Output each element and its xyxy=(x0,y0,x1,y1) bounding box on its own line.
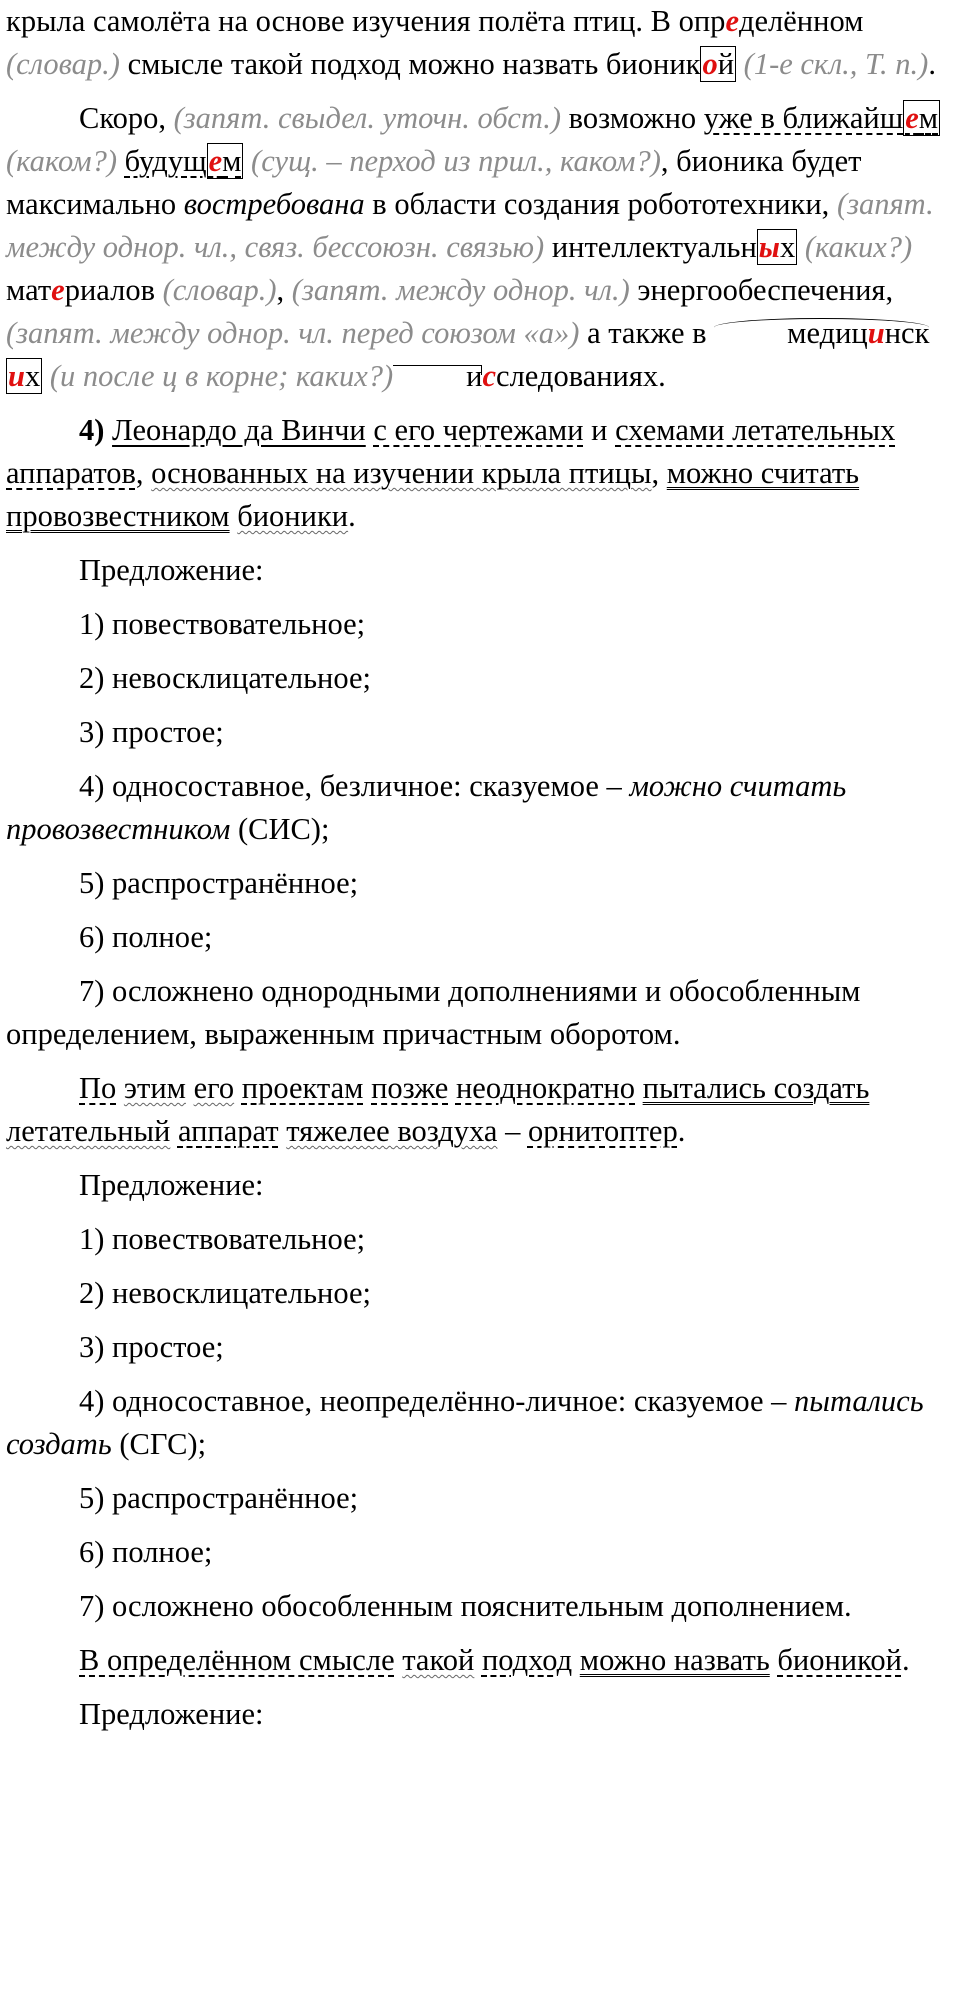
attribute: его xyxy=(193,1071,235,1105)
text: возможно xyxy=(561,101,704,135)
text: . xyxy=(348,499,356,533)
grammar-note: (сущ. – перход из прил., каком?) xyxy=(243,144,661,178)
ending-box xyxy=(903,100,940,136)
adverbial: позже xyxy=(371,1071,449,1105)
grammar-note: (и после ц в корне; каких?) xyxy=(42,359,394,393)
text: Скоро, xyxy=(79,101,174,135)
italic-predicate: можно считать провозвестником xyxy=(6,769,847,846)
ending-box xyxy=(6,358,42,394)
analysis-heading: Предложение: xyxy=(79,1697,264,1731)
grammar-note: (запят. между однор. чл. перед союзом «а») xyxy=(6,316,580,350)
attribute: такой xyxy=(402,1643,475,1677)
predicate: можно считать провозвестником xyxy=(6,456,860,533)
spelling-mark: е xyxy=(208,144,223,178)
analysis-item xyxy=(0,1380,960,1466)
grammar-note: (запят. между однор. чл.) xyxy=(291,273,630,307)
sentence-bionics-approach xyxy=(0,1639,960,1682)
object: аппарат xyxy=(177,1114,279,1148)
text: и xyxy=(591,413,608,447)
text: й xyxy=(717,47,735,81)
paragraph-bionics-future xyxy=(0,97,960,398)
prefix-mark: и xyxy=(393,355,482,398)
grammar-note: (словар.) xyxy=(6,47,120,81)
text: 4) односоставное, безличное: сказуемое – xyxy=(79,769,630,803)
grammar-note: (словар.) xyxy=(162,273,277,307)
spelling-mark: и xyxy=(867,316,885,350)
ending-box xyxy=(700,46,736,82)
paragraph-intro xyxy=(0,0,960,86)
spelling-mark: и xyxy=(8,359,25,393)
text: следованиях. xyxy=(496,359,666,393)
spelling-mark: о xyxy=(702,47,718,81)
adverbial: неоднократно xyxy=(455,1071,636,1105)
attribute: бионики xyxy=(237,499,349,533)
italic-word: востребована xyxy=(183,187,365,221)
text: (СИС); xyxy=(230,812,330,846)
subject: Леонардо да Винчи xyxy=(112,413,366,447)
section-number: 4) xyxy=(79,413,105,447)
analysis-item: 3) простое; xyxy=(79,1330,224,1364)
adverbial: По xyxy=(79,1071,117,1105)
object: подход xyxy=(481,1643,573,1677)
ending-box xyxy=(757,229,797,265)
spelling-mark: е xyxy=(51,273,65,307)
text: интеллектуальн xyxy=(544,230,757,264)
text: крыла самолёта на основе изучения полёта птиц. В опр xyxy=(6,4,726,38)
attribute: летательный xyxy=(6,1114,171,1148)
text: 4) односоставное, неопределённо-личное: сказуемое – xyxy=(79,1384,795,1418)
text: м xyxy=(222,144,242,178)
sentence-ornithopter xyxy=(0,1067,960,1153)
text: уже в ближайш xyxy=(703,101,904,135)
analysis-item: 1) повествовательное; xyxy=(79,1222,366,1256)
text: медиц xyxy=(787,316,868,350)
italic-predicate: пытались создать xyxy=(6,1384,924,1461)
analysis-heading: Предложение: xyxy=(79,1168,264,1202)
text: . xyxy=(677,1114,686,1148)
analysis-item xyxy=(0,765,960,851)
analysis-item: 5) распространённое; xyxy=(79,866,359,900)
analysis-item: 6) полное; xyxy=(79,1535,213,1569)
analysis-item: 7) осложнено однородными дополнениями и обособленным определением, выраженным причастным оборотом. xyxy=(6,974,861,1051)
predicate: можно назвать xyxy=(579,1643,770,1677)
text: м xyxy=(918,101,939,135)
spelling-mark: е xyxy=(905,101,919,135)
text: , бионика будет максимально xyxy=(6,144,862,221)
analysis-item: 5) распространённое; xyxy=(79,1481,359,1515)
text: будущ xyxy=(124,144,207,178)
text: х xyxy=(24,359,41,393)
object: бионикой xyxy=(777,1643,902,1677)
spelling-mark: е xyxy=(725,4,739,38)
text: мат xyxy=(6,273,52,307)
text: смысле такой подход можно назвать бионик xyxy=(119,47,701,81)
adverbial-phrase xyxy=(704,100,940,136)
section-4-sentence xyxy=(0,409,960,538)
root-arc xyxy=(714,312,929,355)
grammar-note: (запят. свыдел. уточн. обст.) xyxy=(173,101,562,135)
text: . xyxy=(901,1643,910,1677)
text: а также в xyxy=(579,316,715,350)
text: . xyxy=(928,47,936,81)
grammar-note: (1-е скл., Т. п.) xyxy=(736,47,929,81)
text: энергообеспечения, xyxy=(629,273,894,307)
analysis-block-1 xyxy=(0,549,960,1056)
participial-phrase: основанных на изучении крыла птицы xyxy=(151,456,652,490)
spelling-mark: с xyxy=(482,359,497,393)
predicate: пытались создать xyxy=(642,1071,870,1105)
grammar-note: (каком?) xyxy=(6,144,125,178)
adverbial: В определённом смысле xyxy=(79,1643,395,1677)
analysis-item: 2) невосклицательное; xyxy=(79,661,372,695)
text: нск xyxy=(884,316,930,350)
grammar-note: (каких?) xyxy=(797,230,913,264)
analysis-item: 2) невосклицательное; xyxy=(79,1276,372,1310)
analysis-item: 7) осложнено обособленным пояснительным дополнением. xyxy=(79,1589,852,1623)
adverbial: проектам xyxy=(241,1071,364,1105)
analysis-item: 3) простое; xyxy=(79,715,224,749)
text: – xyxy=(505,1114,521,1148)
grammar-note: (запят. между однор. чл., связ. бессоюзн. связью) xyxy=(6,187,934,264)
attribute: этим xyxy=(123,1071,186,1105)
text: х xyxy=(779,230,796,264)
text: (СГС); xyxy=(111,1427,207,1461)
spelling-mark: ы xyxy=(758,230,780,264)
text: риалов xyxy=(64,273,163,307)
noun-word xyxy=(125,143,244,179)
analysis-item: 6) полное; xyxy=(79,920,213,954)
text: , xyxy=(135,456,144,490)
object: схемами летательных аппаратов xyxy=(6,413,896,490)
text: делённом xyxy=(738,4,864,38)
analysis-heading: Предложение: xyxy=(79,553,264,587)
object: орнитоптер xyxy=(527,1114,678,1148)
object: с его чертежами xyxy=(373,413,584,447)
attribute: тяжелее воздуха xyxy=(286,1114,498,1148)
text: в области создания робототехники, xyxy=(364,187,837,221)
analysis-block-2 xyxy=(0,1164,960,1628)
text: , xyxy=(651,456,660,490)
text: , xyxy=(276,273,292,307)
ending-box xyxy=(207,143,244,179)
analysis-item: 1) повествовательное; xyxy=(79,607,366,641)
